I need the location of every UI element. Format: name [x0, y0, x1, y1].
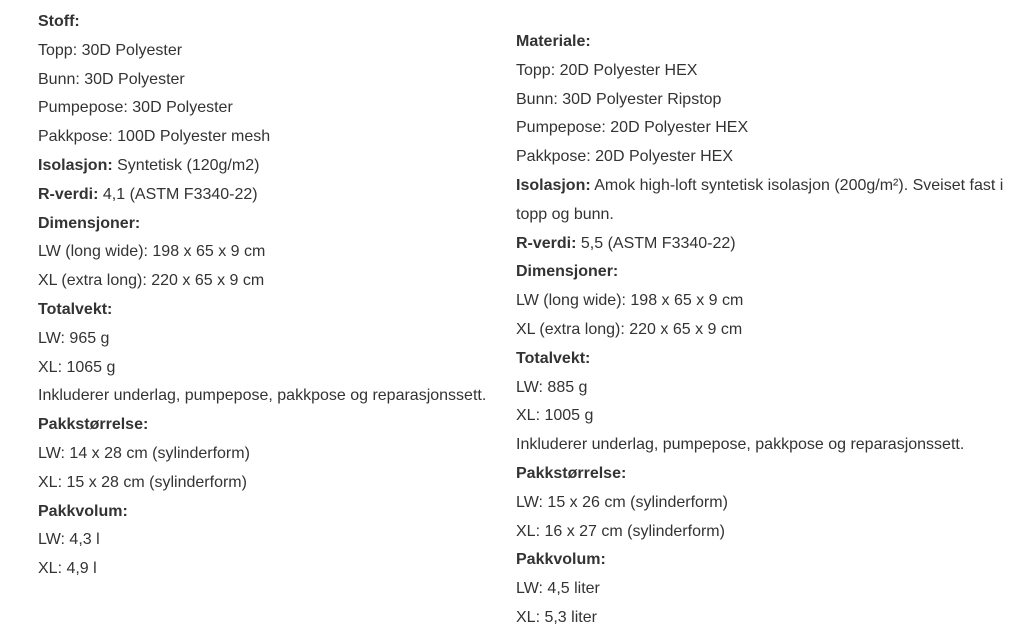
pakk-lw: LW: 15 x 26 cm (sylinderform) [516, 493, 728, 511]
volum-xl: XL: 5,3 liter [516, 608, 597, 626]
dim-lw: LW (long wide): 198 x 65 x 9 cm [38, 243, 266, 261]
spec-bunn: Bunn: 30D Polyester [38, 70, 185, 88]
isolasjon-label: Isolasjon: [516, 176, 591, 194]
volum-xl: XL: 4,9 l [38, 560, 97, 578]
dim-xl: XL (extra long): 220 x 65 x 9 cm [38, 272, 265, 290]
volum-lw: LW: 4,3 l [38, 531, 100, 549]
inkluderer-text: Inkluderer underlag, pumpepose, pakkpose og reparasjonssett. [516, 436, 965, 454]
vekt-xl: XL: 1065 g [38, 358, 116, 376]
spec-column-right [516, 28, 1028, 633]
rverdi-label: R-verdi: [38, 185, 99, 203]
totalvekt-heading: Totalvekt: [38, 300, 113, 318]
isolasjon-value: Amok high-loft syntetisk isolasjon (200g/m²). Sveiset fast i topp og bunn. [516, 176, 1004, 223]
rverdi-label: R-verdi: [516, 234, 577, 252]
isolasjon-value: Syntetisk (120g/m2) [112, 156, 260, 174]
inkluderer-text: Inkluderer underlag, pumpepose, pakkpose og reparasjonssett. [38, 387, 487, 405]
spec-pumpepose: Pumpepose: 30D Polyester [38, 99, 233, 117]
stoff-heading: Stoff: [38, 13, 80, 30]
vekt-xl: XL: 1005 g [516, 407, 594, 425]
rverdi-value: 5,5 (ASTM F3340-22) [576, 234, 736, 252]
spec-topp: Topp: 30D Polyester [38, 41, 183, 59]
rverdi-value: 4,1 (ASTM F3340-22) [98, 185, 258, 203]
pakkstorrelse-heading: Pakkstørrelse: [38, 416, 149, 434]
spec-isolasjon [516, 172, 1028, 230]
spec-bunn: Bunn: 30D Polyester Ripstop [516, 90, 722, 108]
spec-column-left [38, 8, 508, 584]
spec-rverdi [516, 230, 1028, 259]
pakkvolum-heading: Pakkvolum: [38, 502, 128, 520]
dim-lw: LW (long wide): 198 x 65 x 9 cm [516, 292, 744, 310]
isolasjon-label: Isolasjon: [38, 156, 113, 174]
pakk-xl: XL: 15 x 28 cm (sylinderform) [38, 473, 247, 491]
spec-pumpepose: Pumpepose: 20D Polyester HEX [516, 119, 749, 137]
totalvekt-heading: Totalvekt: [516, 349, 591, 367]
spec-isolasjon [38, 152, 508, 181]
volum-lw: LW: 4,5 liter [516, 580, 600, 598]
dimensjoner-heading: Dimensjoner: [38, 214, 141, 232]
pakk-xl: XL: 16 x 27 cm (sylinderform) [516, 522, 725, 540]
spec-topp: Topp: 20D Polyester HEX [516, 61, 698, 79]
materiale-heading: Materiale: [516, 33, 591, 50]
vekt-lw: LW: 885 g [516, 378, 588, 396]
pakkstorrelse-heading: Pakkstørrelse: [516, 464, 627, 482]
pakk-lw: LW: 14 x 28 cm (sylinderform) [38, 444, 250, 462]
vekt-lw: LW: 965 g [38, 329, 110, 347]
dim-xl: XL (extra long): 220 x 65 x 9 cm [516, 320, 743, 338]
spec-rverdi [38, 181, 508, 210]
pakkvolum-heading: Pakkvolum: [516, 551, 606, 569]
spec-pakkpose: Pakkpose: 20D Polyester HEX [516, 148, 733, 166]
dimensjoner-heading: Dimensjoner: [516, 263, 619, 281]
spec-pakkpose: Pakkpose: 100D Polyester mesh [38, 128, 271, 146]
